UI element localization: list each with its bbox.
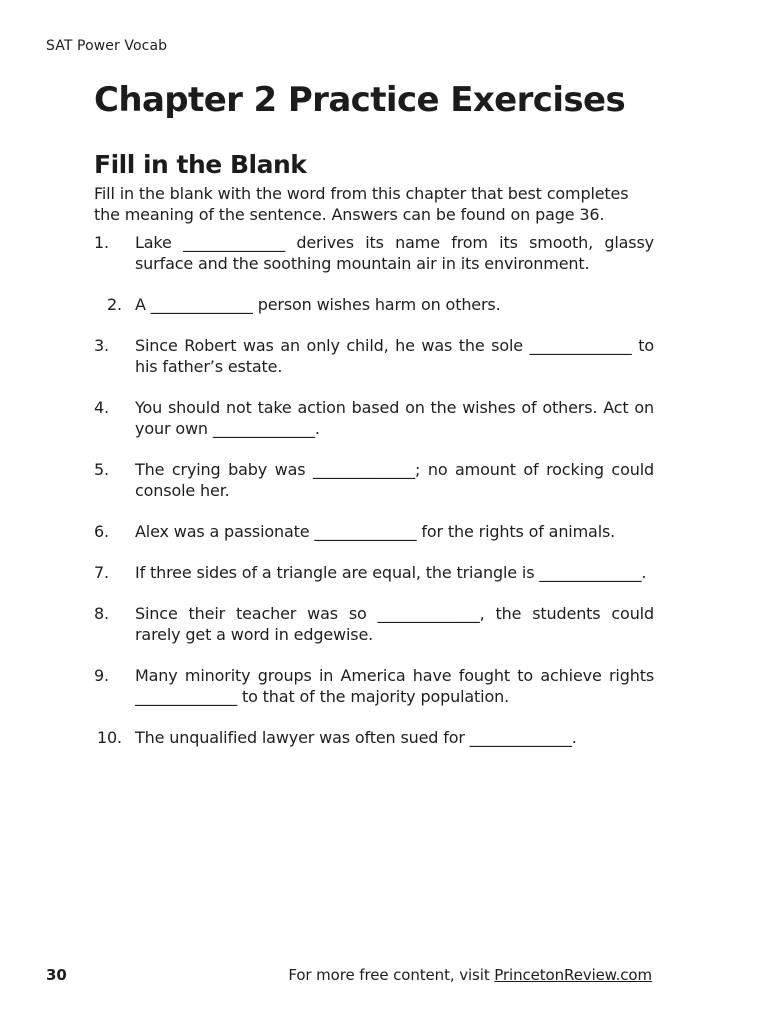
exercise-text: If three sides of a triangle are equal, the triangle is _____________. [135, 563, 647, 582]
exercise-item [94, 521, 654, 542]
exercise-number: 4. [94, 398, 109, 417]
section-title: Fill in the Blank [94, 150, 307, 179]
exercise-number: 9. [94, 666, 109, 685]
exercise-item [94, 459, 654, 501]
exercise-text: The unqualified lawyer was often sued for _____________. [135, 728, 577, 747]
footer-note [288, 966, 652, 984]
exercise-item [94, 294, 654, 315]
exercise-text: Alex was a passionate _____________ for the rights of animals. [135, 522, 616, 541]
exercise-text: Lake _____________ derives its name from its smooth, glassy surface and the soothing mountain air in its environment. [135, 233, 654, 273]
exercise-number: 8. [94, 604, 109, 623]
page-number: 30 [46, 966, 67, 984]
exercise-item [94, 335, 654, 377]
exercise-item [94, 727, 654, 748]
exercise-item [94, 665, 654, 707]
exercise-item [94, 232, 654, 274]
exercise-number: 7. [94, 563, 109, 582]
exercise-text: You should not take action based on the wishes of others. Act on your own _____________. [135, 398, 654, 438]
exercise-item [94, 603, 654, 645]
footer-link[interactable]: PrincetonReview.com [494, 966, 652, 984]
exercise-item [94, 397, 654, 439]
exercise-text: Since their teacher was so _____________, the students could rarely get a word in edgewise. [135, 604, 654, 644]
exercise-number: 2. [107, 295, 122, 314]
exercise-number: 1. [94, 233, 109, 252]
instructions: Fill in the blank with the word from this chapter that best completes the meaning of the sentence. Answers can be found on page 36. [94, 184, 629, 224]
exercise-text: A _____________ person wishes harm on others. [135, 295, 501, 314]
exercise-number: 5. [94, 460, 109, 479]
exercise-list [94, 232, 654, 768]
exercise-number: 6. [94, 522, 109, 541]
chapter-title: Chapter 2 Practice Exercises [94, 80, 626, 120]
exercise-text: The crying baby was _____________; no amount of rocking could console her. [135, 460, 654, 500]
exercise-text: Since Robert was an only child, he was the sole _____________ to his father’s estate. [135, 336, 654, 376]
footer-note-prefix: For more free content, visit [288, 966, 495, 984]
exercise-item [94, 562, 654, 583]
exercise-text: Many minority groups in America have fought to achieve rights _____________ to that of the majority population. [135, 666, 654, 706]
exercise-number: 10. [97, 728, 122, 747]
running-head: SAT Power Vocab [46, 38, 168, 54]
exercise-number: 3. [94, 336, 109, 355]
